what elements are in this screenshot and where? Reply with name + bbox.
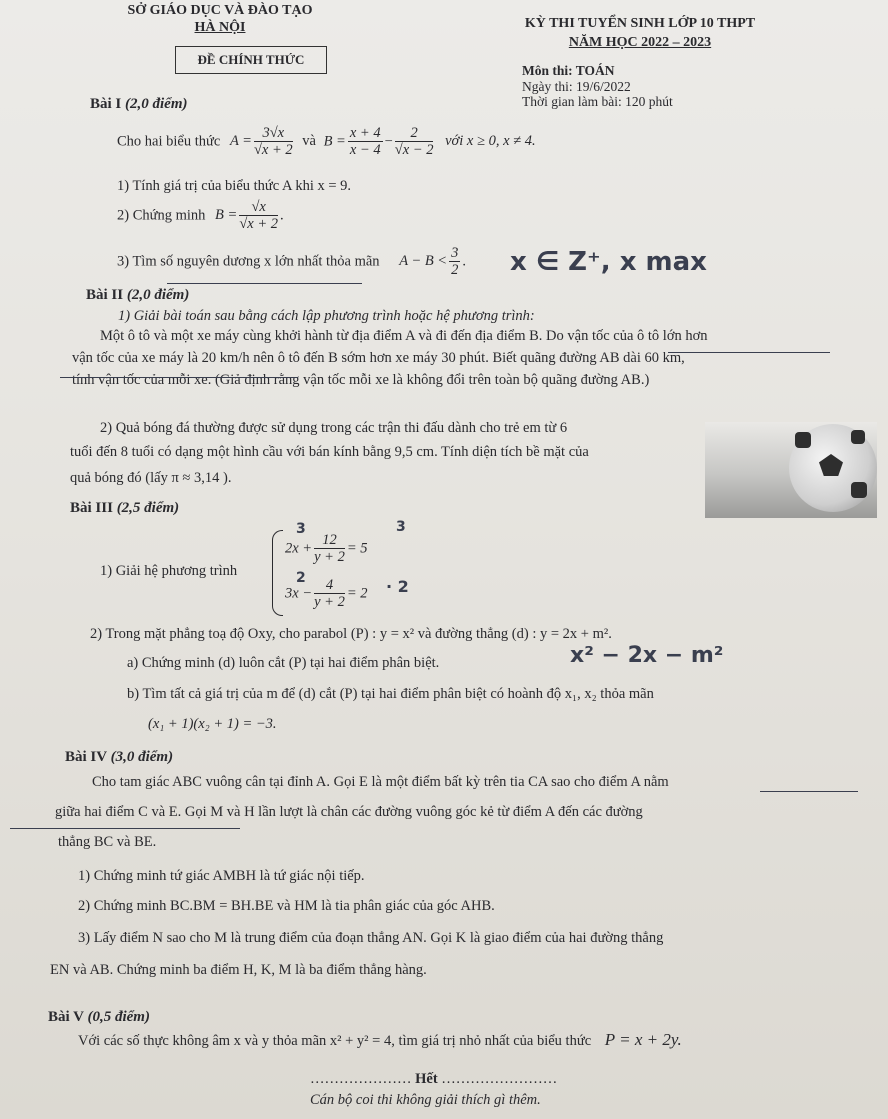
bai4-question-1: 1) Chứng minh tứ giác AMBH là tứ giác nội tiếp. (78, 868, 365, 884)
pen-underline (167, 283, 362, 284)
fraction-B-2: $\frac{2}{√x - 2}$ (394, 125, 434, 158)
handwritten-mark: 2 (296, 570, 306, 586)
pen-underline (760, 791, 858, 792)
official-stamp-box: ĐỀ CHÍNH THỨC (175, 46, 327, 74)
soccer-ball-icon (789, 424, 877, 512)
handwritten-mark: 3 (396, 519, 406, 535)
bai4-line-3: thẳng BC và BE. (58, 834, 157, 850)
bai4-line-2: giữa hai điểm C và E. Gọi M và H lần lượt là chân các đường vuông góc kẻ từ điểm A đến các đường (55, 804, 643, 820)
equation-1: 2x + $\frac{12}{y + 2}$ = 5 (285, 532, 368, 565)
bai1-question-3: 3) Tìm số nguyên dương x lớn nhất thỏa mãn A − B < $\frac{3}{2}$ . (117, 245, 466, 278)
section-heading-bai-5: Bài V (0,5 điểm) (48, 1009, 150, 1025)
bai3-question-2b: b) Tìm tất cả giá trị của m để (d) cắt (P) tại hai điểm phân biệt có hoành độ x₁, x₂ thỏa mãn (127, 686, 654, 702)
section-heading-bai-2: Bài II (2,0 điểm) (86, 287, 190, 303)
equation-2: 3x − $\frac{4}{y + 2}$ = 2 (285, 577, 368, 610)
end-marker: ………………… Hết …………………… (310, 1071, 558, 1087)
pen-underline (60, 377, 298, 378)
bai4-question-3-line-1: 3) Lấy điểm N sao cho M là trung điểm của đoạn thẳng AN. Gọi K là giao điểm của hai đường thẳng (78, 930, 664, 946)
fraction-three-halves: $\frac{3}{2}$ (451, 245, 459, 278)
soccer-ball-photo (705, 422, 877, 518)
bai2-q1-line-2: vận tốc của xe máy là 20 km/h nên ô tô đến B sớm hơn xe máy 30 phút. Biết quãng đường AB dài 60 km, (72, 350, 685, 366)
handwritten-mark: 3 (296, 521, 306, 537)
exam-date: Ngày thi: 19/6/2022 (522, 78, 631, 94)
handwritten-mark: · 2 (386, 577, 409, 596)
bai4-question-3-line-2: EN và AB. Chứng minh ba điểm H, K, M là ba điểm thẳng hàng. (50, 962, 427, 978)
bai3-question-2b-equation: (x₁ + 1)(x₂ + 1) = −3. (148, 716, 277, 732)
exam-header (420, 14, 860, 52)
proctor-note: Cán bộ coi thi không giải thích gì thêm. (310, 1092, 541, 1108)
exam-info (522, 63, 673, 110)
section-heading-bai-1: Bài I (2,0 điểm) (90, 96, 188, 112)
bai3-question-2a: a) Chứng minh (d) luôn cắt (P) tại hai điểm phân biệt. (127, 655, 440, 671)
bai2-q2-line-1: 2) Quả bóng đá thường được sử dụng trong các trận thi đấu dành cho trẻ em từ 6 (100, 420, 568, 436)
bai3-question-1: 1) Giải hệ phương trình (100, 563, 238, 579)
equation-1-fraction: $\frac{12}{y + 2}$ (314, 532, 345, 565)
department-city: HÀ NỘI (194, 20, 246, 35)
handwritten-note: x ∈ Z⁺, x max (510, 247, 707, 277)
bai1-intro: Cho hai biểu thức A = $\frac{3√x}{√x + 2}$ và B = $\frac{x + 4}{x - 4}$ − $\frac{2}{√x - 2}$ với x ≥ 0, x ≠ 4. (117, 125, 536, 158)
fraction-B-result: $\frac{√x}{√x + 2}$ (239, 199, 279, 232)
fraction-B-1: $\frac{x + 4}{x - 4}$ (349, 125, 381, 158)
exam-subject: Môn thi: TOÁN (522, 63, 615, 78)
bai1-question-1: 1) Tính giá trị của biểu thức A khi x = 9. (117, 178, 352, 194)
bai2-q1-line-1: Một ô tô và một xe máy cùng khởi hành từ địa điểm A và đi đến địa điểm B. Do vận tốc của ô tô lớn hơn (100, 328, 708, 344)
issuing-department (60, 2, 380, 36)
section-heading-bai-3: Bài III (2,5 điểm) (70, 500, 180, 516)
bai3-question-2: 2) Trong mặt phẳng toạ độ Oxy, cho parabol (P) : y = x² và đường thẳng (d) : y = 2x + m². (90, 626, 612, 642)
section-heading-bai-4: Bài IV (3,0 điểm) (65, 749, 174, 765)
bai2-q1-line-3: tính vận tốc của mỗi xe. (Giả định rằng vận tốc mỗi xe là không đổi trên toàn bộ quãng đường AB.) (72, 372, 650, 388)
equation-2-fraction: $\frac{4}{y + 2}$ (314, 577, 345, 610)
bai1-question-2: 2) Chứng minh B = $\frac{√x}{√x + 2}$ . (117, 199, 284, 232)
bai4-question-2: 2) Chứng minh BC.BM = BH.BE và HM là tia phân giác của góc AHB. (78, 898, 495, 914)
fraction-A: $\frac{3√x}{√x + 2}$ (253, 125, 293, 158)
exam-duration: Thời gian làm bài: 120 phút (522, 94, 673, 109)
handwritten-expression: x² − 2x − m² (570, 643, 724, 668)
department-name: SỞ GIÁO DỤC VÀ ĐÀO TẠO (127, 3, 313, 18)
bai2-q2-line-2: tuổi đến 8 tuổi có dạng một hình cầu với bán kính bằng 9,5 cm. Tính diện tích bề mặt của (70, 444, 589, 460)
bai2-question-1-title: 1) Giải bài toán sau bằng cách lập phương trình hoặc hệ phương trình: (118, 308, 535, 324)
bai4-line-1: Cho tam giác ABC vuông cân tại đỉnh A. Gọi E là một điểm bất kỳ trên tia CA sao cho điểm A nằm (92, 774, 669, 790)
school-year: NĂM HỌC 2022 – 2023 (568, 35, 712, 50)
bai2-q2-line-3: quả bóng đó (lấy π ≈ 3,14 ). (70, 470, 232, 486)
system-brace (272, 530, 283, 616)
pen-underline (668, 352, 830, 353)
exam-title: KỲ THI TUYỂN SINH LỚP 10 THPT (524, 16, 756, 31)
pen-underline (10, 828, 240, 829)
bai5-statement: Với các số thực không âm x và y thỏa mãn x² + y² = 4, tìm giá trị nhỏ nhất của biểu thức P = x + 2y. (78, 1030, 682, 1049)
